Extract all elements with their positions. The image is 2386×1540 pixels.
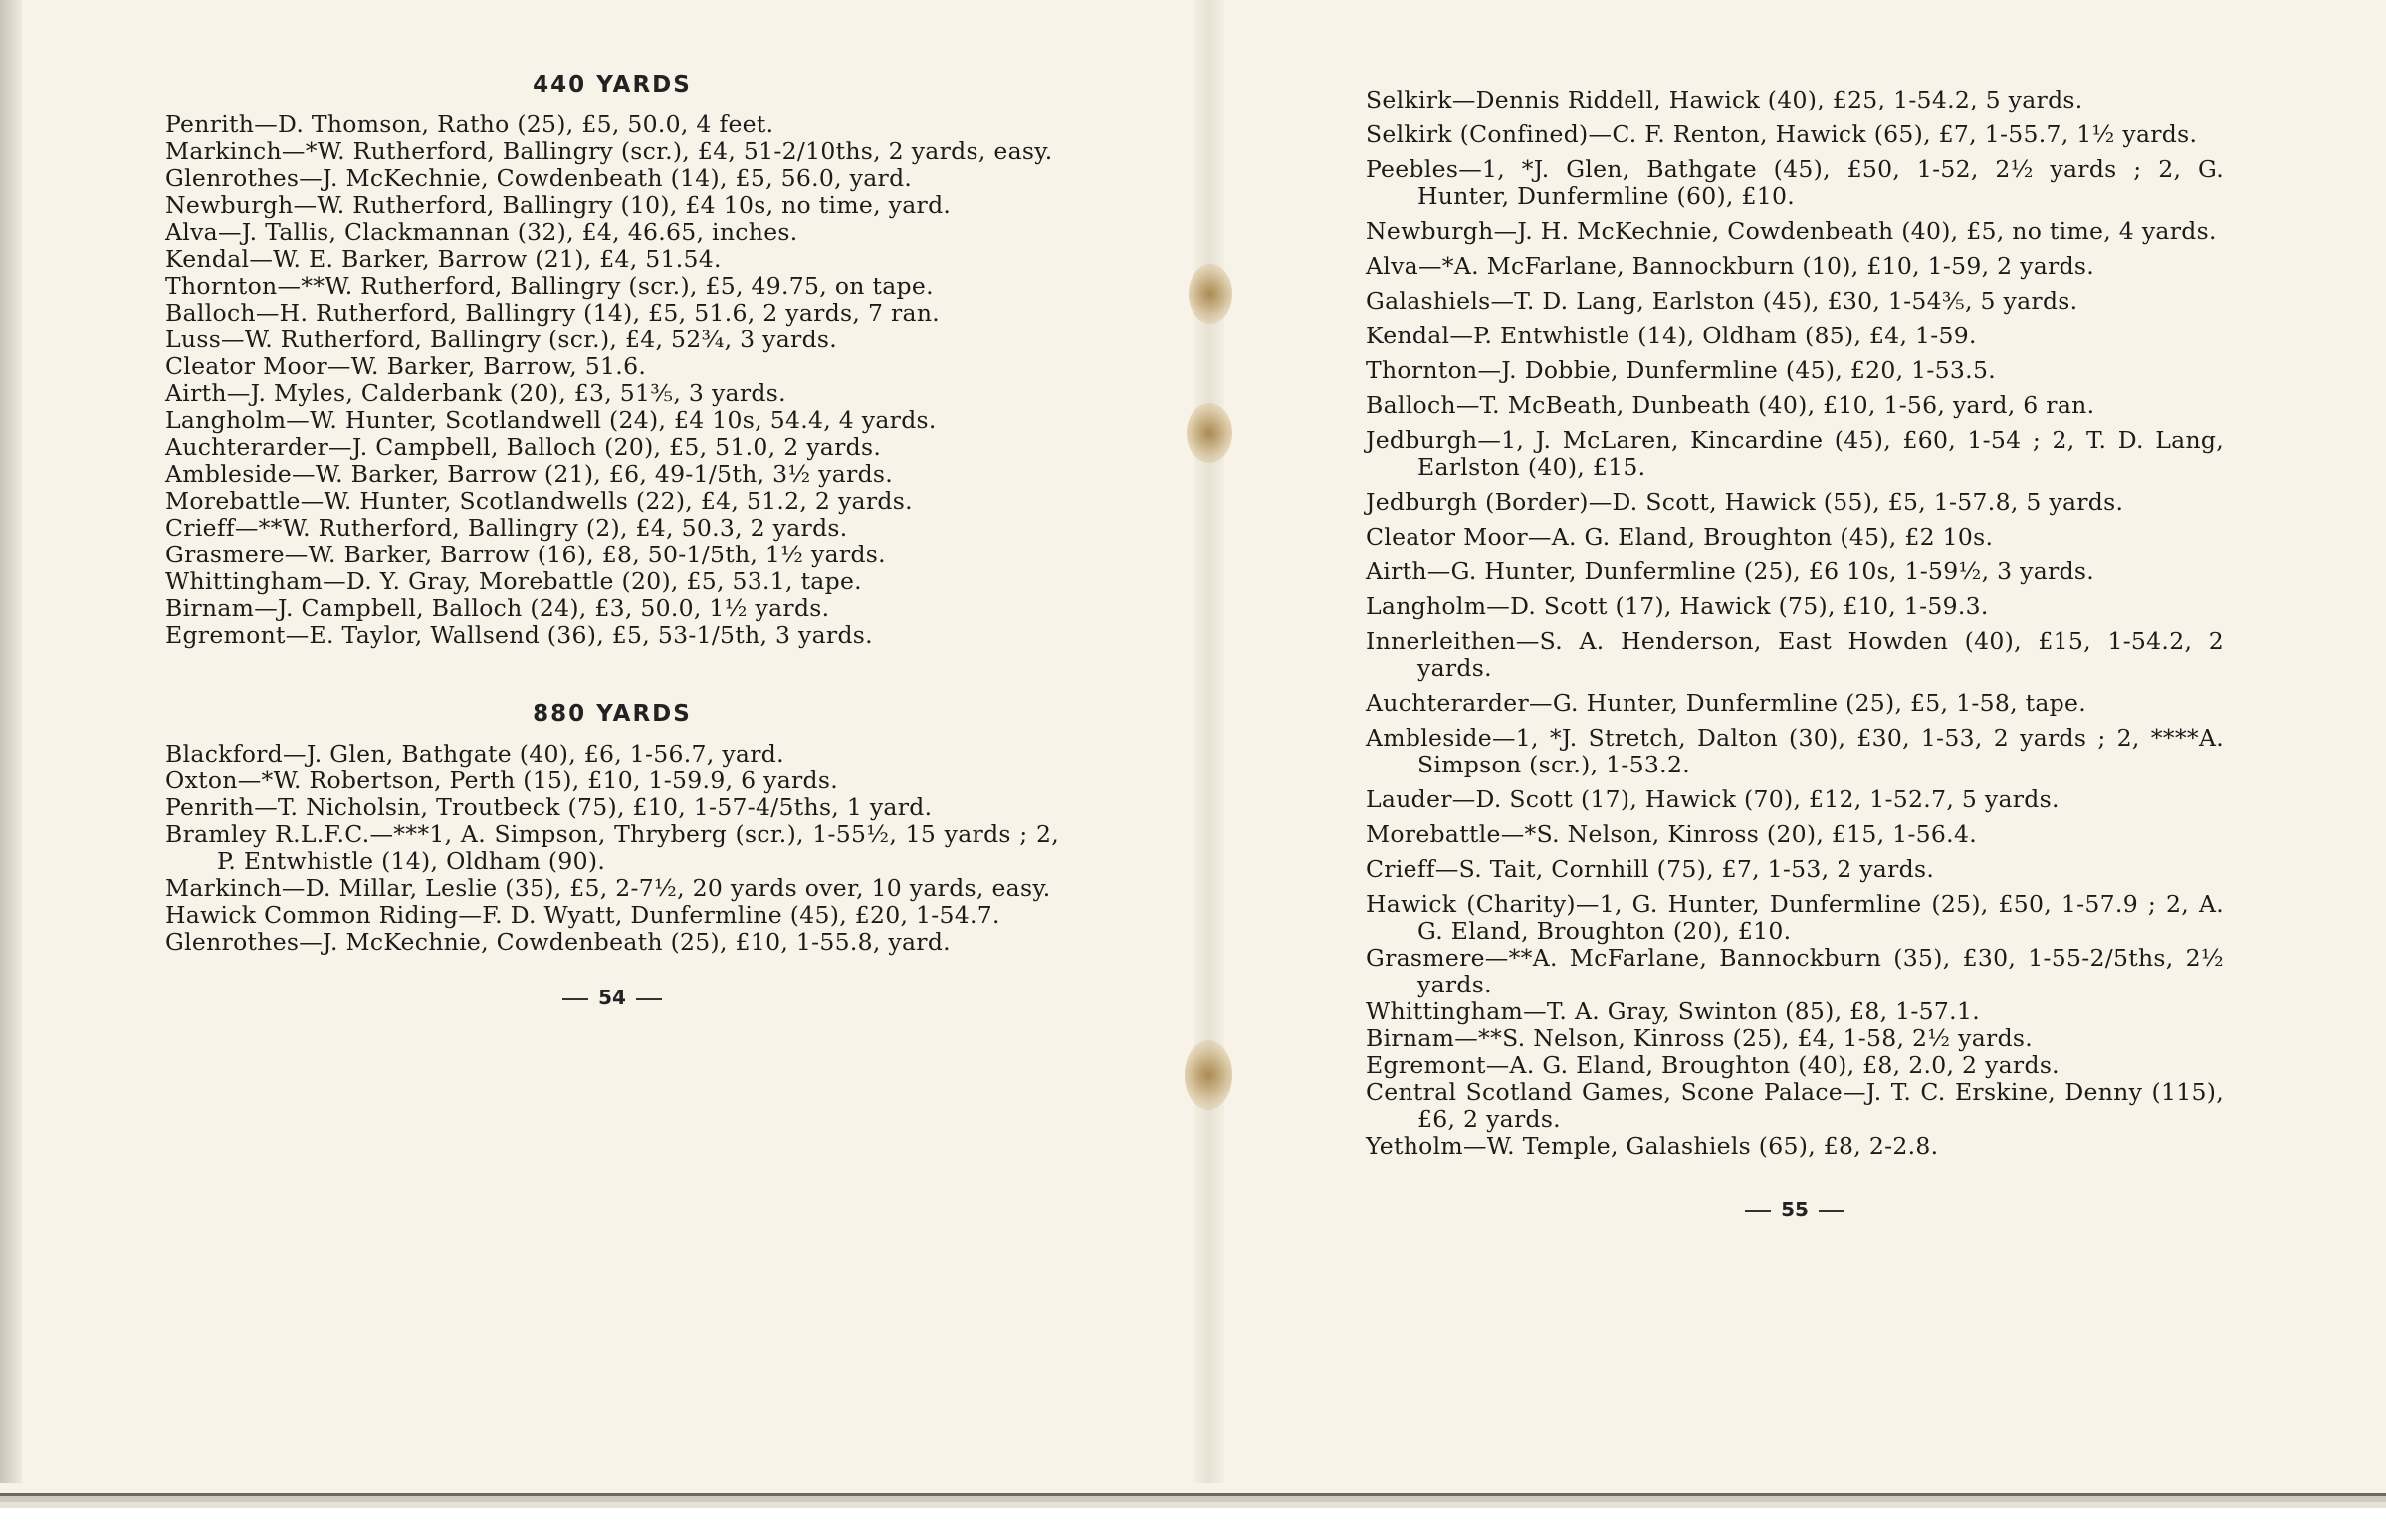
result-entry: Jedburgh—1, J. McLaren, Kincardine (45), £60, 1-54 ; 2, T. D. Lang, Earlston (40), £15. — [1366, 426, 2224, 481]
result-entry: Crieff—**W. Rutherford, Ballingry (2), £4, 50.3, 2 yards. — [165, 514, 848, 542]
folio-dash — [1819, 1210, 1844, 1212]
result-entry: Ambleside—1, *J. Stretch, Dalton (30), £30, 1-53, 2 yards ; 2, ****A. Simpson (scr.), 1-53.2. — [1366, 724, 2224, 778]
result-entry: Airth—G. Hunter, Dunfermline (25), £6 10s, 1-59½, 3 yards. — [1366, 557, 2095, 585]
result-entry: Langholm—W. Hunter, Scotlandwell (24), £4 10s, 54.4, 4 yards. — [165, 406, 937, 434]
page-number — [165, 986, 1059, 1009]
result-entry: Airth—J. Myles, Calderbank (20), £3, 51⅗, 3 yards. — [165, 379, 786, 407]
result-entry: Egremont—E. Taylor, Wallsend (36), £5, 53-1/5th, 3 yards. — [165, 621, 873, 649]
result-entry: Cleator Moor—A. G. Eland, Broughton (45), £2 10s. — [1366, 523, 1994, 550]
left-page-content — [165, 72, 1059, 1009]
section-heading-880-yards: 880 YARDS — [533, 701, 692, 727]
result-entry: Morebattle—W. Hunter, Scotlandwells (22), £4, 51.2, 2 yards. — [165, 487, 913, 515]
result-entry: Whittingham—T. A. Gray, Swinton (85), £8, 1-57.1. — [1366, 997, 1980, 1025]
result-entry: Grasmere—**A. McFarlane, Bannockburn (35), £30, 1-55-2/5ths, 2½ yards. — [1366, 944, 2224, 998]
result-entry: Galashiels—T. D. Lang, Earlston (45), £30, 1-54⅗, 5 yards. — [1366, 287, 2078, 315]
section-heading-440-yards: 440 YARDS — [533, 72, 692, 98]
result-entry: Kendal—P. Entwhistle (14), Oldham (85), £4, 1-59. — [1366, 322, 1977, 349]
folio-dash — [636, 998, 662, 1000]
result-entry: Ambleside—W. Barker, Barrow (21), £6, 49-1/5th, 3½ yards. — [165, 460, 894, 488]
result-entry: Newburgh—J. H. McKechnie, Cowdenbeath (40), £5, no time, 4 yards. — [1366, 217, 2217, 245]
right-page — [1214, 0, 2379, 1483]
result-entry: Auchterarder—J. Campbell, Balloch (20), £5, 51.0, 2 yards. — [165, 433, 882, 461]
result-entry: Central Scotland Games, Scone Palace—J. T. C. Erskine, Denny (115), £6, 2 yards. — [1366, 1078, 2224, 1133]
results-list-440 — [165, 111, 1059, 649]
result-entry: Bramley R.L.F.C.—***1, A. Simpson, Thryberg (scr.), 1-55½, 15 yards ; 2, P. Entwhistle (14), Oldham (90). — [165, 820, 1059, 875]
result-entry: Oxton—*W. Robertson, Perth (15), £10, 1-59.9, 6 yards. — [165, 767, 839, 794]
result-entry: Kendal—W. E. Barker, Barrow (21), £4, 51.54. — [165, 245, 722, 273]
result-entry: Jedburgh (Border)—D. Scott, Hawick (55), £5, 1-57.8, 5 yards. — [1366, 488, 2124, 516]
result-entry: Markinch—*W. Rutherford, Ballingry (scr.), £4, 51-2/10ths, 2 yards, easy. — [165, 137, 1053, 165]
result-entry: Grasmere—W. Barker, Barrow (16), £8, 50-1/5th, 1½ yards. — [165, 541, 886, 568]
result-entry: Innerleithen—S. A. Henderson, East Howden (40), £15, 1-54.2, 2 yards. — [1366, 627, 2224, 682]
result-entry: Thornton—**W. Rutherford, Ballingry (scr.), £5, 49.75, on tape. — [165, 272, 934, 300]
result-entry: Yetholm—W. Temple, Galashiels (65), £8, 2-2.8. — [1366, 1132, 1939, 1160]
result-entry: Luss—W. Rutherford, Ballingry (scr.), £4, 52¾, 3 yards. — [165, 326, 838, 353]
result-entry: Penrith—T. Nicholsin, Troutbeck (75), £10, 1-57-4/5ths, 1 yard. — [165, 793, 933, 821]
result-entry: Auchterarder—G. Hunter, Dunfermline (25), £5, 1-58, tape. — [1366, 689, 2087, 717]
folio-dash — [562, 998, 588, 1000]
result-entry: Glenrothes—J. McKechnie, Cowdenbeath (14), £5, 56.0, yard. — [165, 164, 913, 192]
result-entry: Selkirk (Confined)—C. F. Renton, Hawick (65), £7, 1-55.7, 1½ yards. — [1366, 120, 2198, 148]
result-entry: Birnam—J. Campbell, Balloch (24), £3, 50.0, 1½ yards. — [165, 594, 830, 622]
result-entry: Peebles—1, *J. Glen, Bathgate (45), £50, 1-52, 2½ yards ; 2, G. Hunter, Dunfermline (60), £10. — [1366, 155, 2224, 210]
result-entry: Hawick Common Riding—F. D. Wyatt, Dunfermline (45), £20, 1-54.7. — [165, 901, 1000, 929]
result-entry: Egremont—A. G. Eland, Broughton (40), £8, 2.0, 2 yards. — [1366, 1051, 2060, 1079]
result-entry: Glenrothes—J. McKechnie, Cowdenbeath (25), £10, 1-55.8, yard. — [165, 928, 951, 956]
page-number-value: 55 — [1781, 1198, 1809, 1221]
result-entry: Blackford—J. Glen, Bathgate (40), £6, 1-56.7, yard. — [165, 740, 784, 768]
result-entry: Whittingham—D. Y. Gray, Morebattle (20), £5, 53.1, tape. — [165, 567, 862, 595]
result-entry: Crieff—S. Tait, Cornhill (75), £7, 1-53, 2 yards. — [1366, 855, 1935, 883]
result-entry: Markinch—D. Millar, Leslie (35), £5, 2-7½, 20 yards over, 10 yards, easy. — [165, 874, 1051, 902]
page-number-value: 54 — [598, 986, 626, 1009]
result-entry: Thornton—J. Dobbie, Dunfermline (45), £20, 1-53.5. — [1366, 356, 1996, 384]
result-entry: Penrith—D. Thomson, Ratho (25), £5, 50.0, 4 feet. — [165, 110, 774, 138]
result-entry: Langholm—D. Scott (17), Hawick (75), £10, 1-59.3. — [1366, 592, 1989, 620]
page-number — [1366, 1198, 2224, 1221]
left-page — [20, 0, 1204, 1483]
result-entry: Balloch—H. Rutherford, Ballingry (14), £5, 51.6, 2 yards, 7 ran. — [165, 299, 941, 327]
result-entry: Hawick (Charity)—1, G. Hunter, Dunfermline (25), £50, 1-57.9 ; 2, A. G. Eland, Broughton (20), £10. — [1366, 890, 2224, 945]
result-entry: Newburgh—W. Rutherford, Ballingry (10), £4 10s, no time, yard. — [165, 191, 952, 219]
result-entry: Balloch—T. McBeath, Dunbeath (40), £10, 1-56, yard, 6 ran. — [1366, 391, 2095, 419]
page-edge — [0, 0, 22, 1483]
results-list-right — [1366, 87, 2224, 1160]
result-entry: Alva—*A. McFarlane, Bannockburn (10), £10, 1-59, 2 yards. — [1366, 252, 2095, 280]
result-entry: Selkirk—Dennis Riddell, Hawick (40), £25, 1-54.2, 5 yards. — [1366, 86, 2083, 113]
result-entry: Cleator Moor—W. Barker, Barrow, 51.6. — [165, 352, 647, 380]
result-entry: Morebattle—*S. Nelson, Kinross (20), £15, 1-56.4. — [1366, 820, 1977, 848]
right-page-content — [1366, 87, 2224, 1221]
results-list-880 — [165, 741, 1059, 956]
result-entry: Alva—J. Tallis, Clackmannan (32), £4, 46.65, inches. — [165, 218, 798, 246]
folio-dash — [1745, 1210, 1771, 1212]
result-entry: Birnam—**S. Nelson, Kinross (25), £4, 1-58, 2½ yards. — [1366, 1024, 2034, 1052]
result-entry: Lauder—D. Scott (17), Hawick (70), £12, 1-52.7, 5 yards. — [1366, 785, 2060, 813]
